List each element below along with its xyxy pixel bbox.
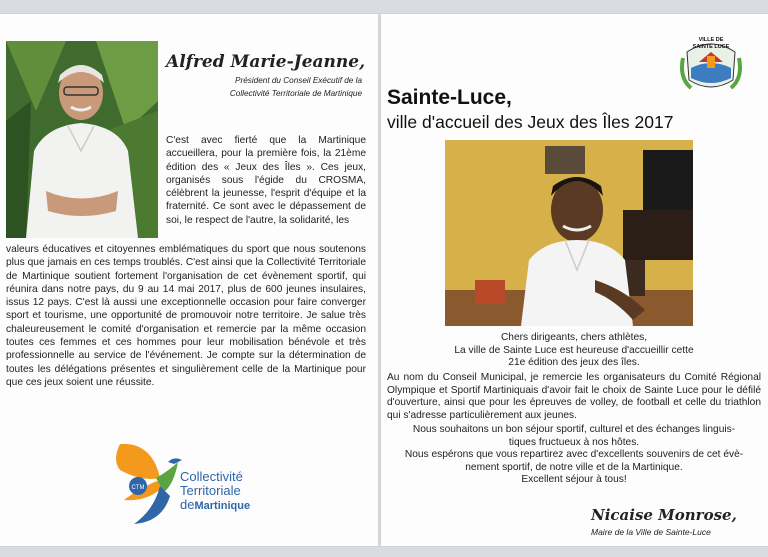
ctm-logo-line1: Collectivité — [180, 469, 243, 484]
ctm-logo-de: de — [180, 497, 195, 512]
ctm-logo-line2: Territoriale — [180, 483, 241, 498]
closing-line: Nous espérons que vous repartirez avec d'excellents souvenirs de cet évè- — [404, 449, 744, 461]
page-subtitle: ville d'accueil des Jeux des Îles 2017 — [387, 112, 674, 132]
ctm-bird-logo-icon — [112, 440, 188, 526]
alfred-marie-jeanne-photo — [6, 41, 158, 238]
right-body-paragraph: Au nom du Conseil Municipal, je remercie les organisateurs du Comité Régional Olympique et Sportif Martiniquais d'avoir fait le choix de Sainte Luce pour le défilé d'ouverture, ainsi que pour les épreuves de volley, de football et celle du triathlon qui s'adresse particulièrement aux jeunes. — [387, 372, 761, 421]
left-body-wide: valeurs éducatives et citoyennes emblématiques du sport que nous soutenons plus que jamais en ces temps troublés. C'est ainsi que la Collectivité Territoriale de Martinique soutient fortement l'organisation de cet évènement sportif, qui réunira dans notre pays, du 9 au 14 mai 2017, plus de 600 jeunes insulaires, issus 12 pays. C'est là aussi une exceptionnelle occasion pour faire converger sport et tourisme, une opportunité de promouvoir notre territoire. Je salue très chaleureusement le comité d'organisation et remercie par la même occasion toutes ces femmes et ces hommes pour leur mobilisation bénévole et très professionnelle au service de l'événement. Je compte sur la détermination de toutes les délégations présentes et singulièrement celle de la Martinique pour que ces jeux soient une réussite. — [6, 244, 366, 388]
closing-block — [387, 424, 761, 487]
intro-line: La ville de Sainte Luce est heureuse d'accueillir cette — [454, 344, 694, 356]
intro-line: Chers dirigeants, chers athlètes, — [500, 332, 648, 343]
closing-line: Nous souhaitons un bon séjour sportif, culturel et des échanges linguis- — [412, 424, 736, 435]
sainte-luce-crest — [677, 28, 745, 96]
closing-line: nement sportif, de notre ville et de la Martinique. — [465, 461, 683, 473]
left-page — [0, 14, 378, 546]
right-page — [381, 14, 768, 546]
ctm-logo-line3 — [180, 498, 250, 513]
crest-line2: SAINTE LUCE — [692, 44, 730, 50]
closing-line: Excellent séjour à tous! — [521, 474, 627, 486]
page-title: Sainte-Luce, — [387, 86, 512, 109]
author-role-line1: Président du Conseil Exécutif de la — [235, 76, 362, 85]
closing-line: tiques fructueux à nos hôtes. — [508, 436, 640, 448]
nicaise-monrose-photo — [445, 140, 693, 326]
left-body-narrow: C'est avec fierté que la Martinique accueillera, pour la première fois, la 21ème édition des « Jeux des Îles ». Ces jeux, organisés sous l'égide du CROSMA, célèbrent la jeunesse, l'esprit d'équipe et la fraternité. Ce sont avec le dépassement de soi, le respect de l'autre, la solidarité, les — [166, 135, 366, 226]
crest-line1: VILLE DE — [698, 37, 724, 43]
svg-text:CTM: CTM — [131, 485, 145, 491]
intro-line: 21e édition des jeux des îles. — [508, 357, 640, 369]
ctm-logo — [112, 440, 272, 530]
mayor-signature: Nicaise Monrose, — [591, 506, 737, 524]
intro-block — [387, 332, 761, 370]
ctm-logo-martinique: Martinique — [194, 500, 251, 512]
author-role-line2: Collectivité Territoriale de Martinique — [229, 89, 362, 98]
author-signature: Alfred Marie-Jeanne, — [166, 52, 365, 72]
mayor-role: Maire de la Ville de Sainte-Luce — [591, 527, 711, 537]
